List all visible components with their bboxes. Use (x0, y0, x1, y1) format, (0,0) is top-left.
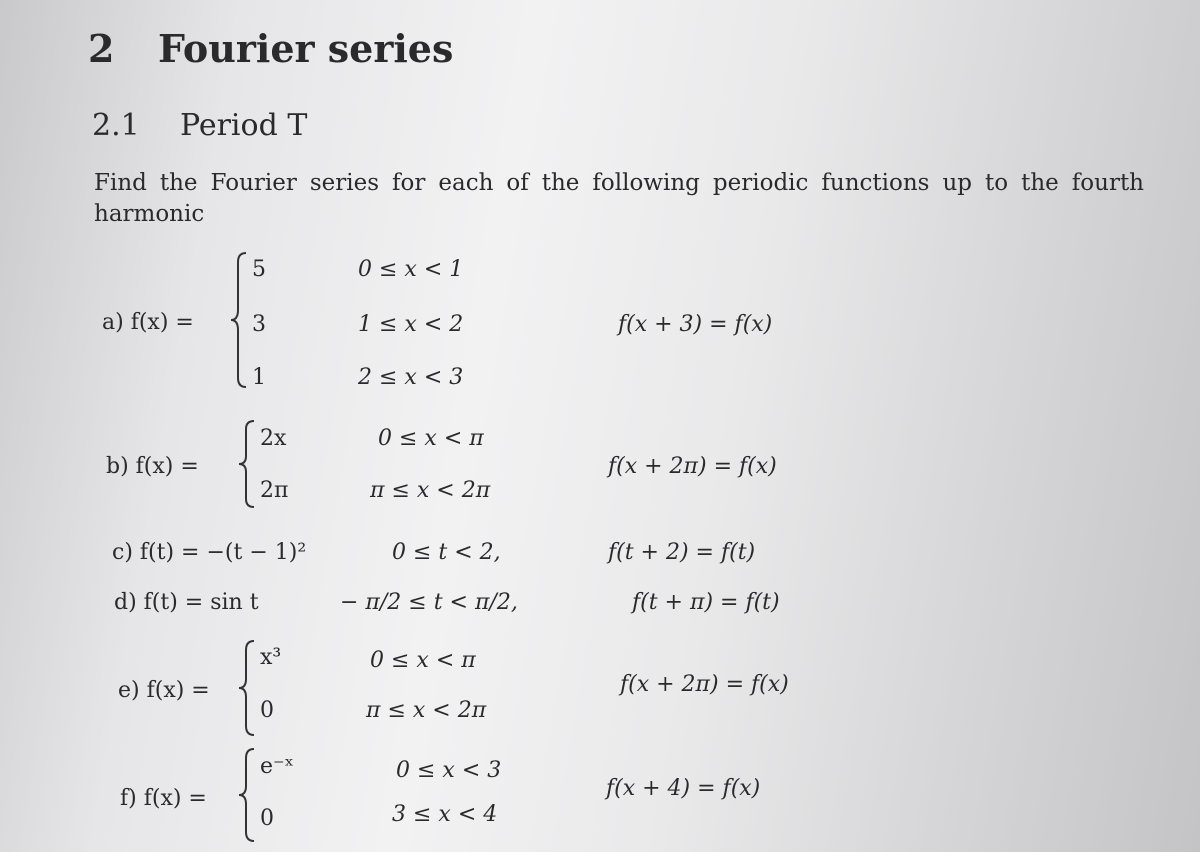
section-number: 2 (88, 26, 115, 71)
subsection-number: 2.1 (92, 108, 140, 143)
problem-d-label: d) f(t) = sin t (114, 590, 259, 615)
problem-e-value-1: x³ (260, 645, 282, 670)
problem-b-cond-2: π ≤ x < 2π (370, 478, 491, 503)
problem-a-label: a) f(x) = (102, 310, 194, 335)
problem-a-period: f(x + 3) = f(x) (618, 312, 773, 337)
brace-a (228, 250, 250, 390)
problem-f-cond-1: 0 ≤ x < 3 (396, 758, 502, 783)
problem-f-cond-2: 3 ≤ x < 4 (392, 802, 498, 827)
problem-d-cond: − π/2 ≤ t < π/2, (340, 590, 518, 615)
problem-a-value-3: 1 (252, 365, 266, 390)
problem-e-label: e) f(x) = (118, 678, 210, 703)
section-title: Fourier series (158, 26, 454, 71)
brace-e (236, 638, 258, 738)
problem-a-cond-1: 0 ≤ x < 1 (358, 257, 464, 282)
problem-c-cond: 0 ≤ t < 2, (392, 540, 501, 565)
problem-b-value-1: 2x (260, 426, 287, 451)
problem-f-value-2: 0 (260, 806, 274, 831)
problem-c-period: f(t + 2) = f(t) (608, 540, 756, 565)
problem-f-label: f) f(x) = (120, 786, 207, 811)
problem-e-value-2: 0 (260, 698, 274, 723)
problem-f-period: f(x + 4) = f(x) (606, 776, 761, 801)
brace-f (236, 746, 258, 844)
problem-e-cond-2: π ≤ x < 2π (366, 698, 487, 723)
problem-b-value-2: 2π (260, 478, 289, 503)
problem-f-value-1: e⁻ˣ (260, 754, 294, 779)
problem-a-cond-3: 2 ≤ x < 3 (358, 365, 464, 390)
subsection-title: Period T (180, 108, 308, 143)
problem-e-period: f(x + 2π) = f(x) (620, 672, 789, 697)
problem-b-label: b) f(x) = (106, 454, 199, 479)
problem-b-period: f(x + 2π) = f(x) (608, 454, 777, 479)
problem-a-value-2: 3 (252, 312, 266, 337)
problem-d-period: f(t + π) = f(t) (632, 590, 780, 615)
brace-b (236, 418, 258, 510)
problem-e-cond-1: 0 ≤ x < π (370, 648, 476, 673)
intro-paragraph: Find the Fourier series for each of the following periodic functions up to the fourth harmonic (94, 170, 1144, 227)
problem-a-value-1: 5 (252, 257, 266, 282)
problem-a-cond-2: 1 ≤ x < 2 (358, 312, 464, 337)
problem-b-cond-1: 0 ≤ x < π (378, 426, 484, 451)
problem-c-label: c) f(t) = −(t − 1)² (112, 540, 307, 565)
